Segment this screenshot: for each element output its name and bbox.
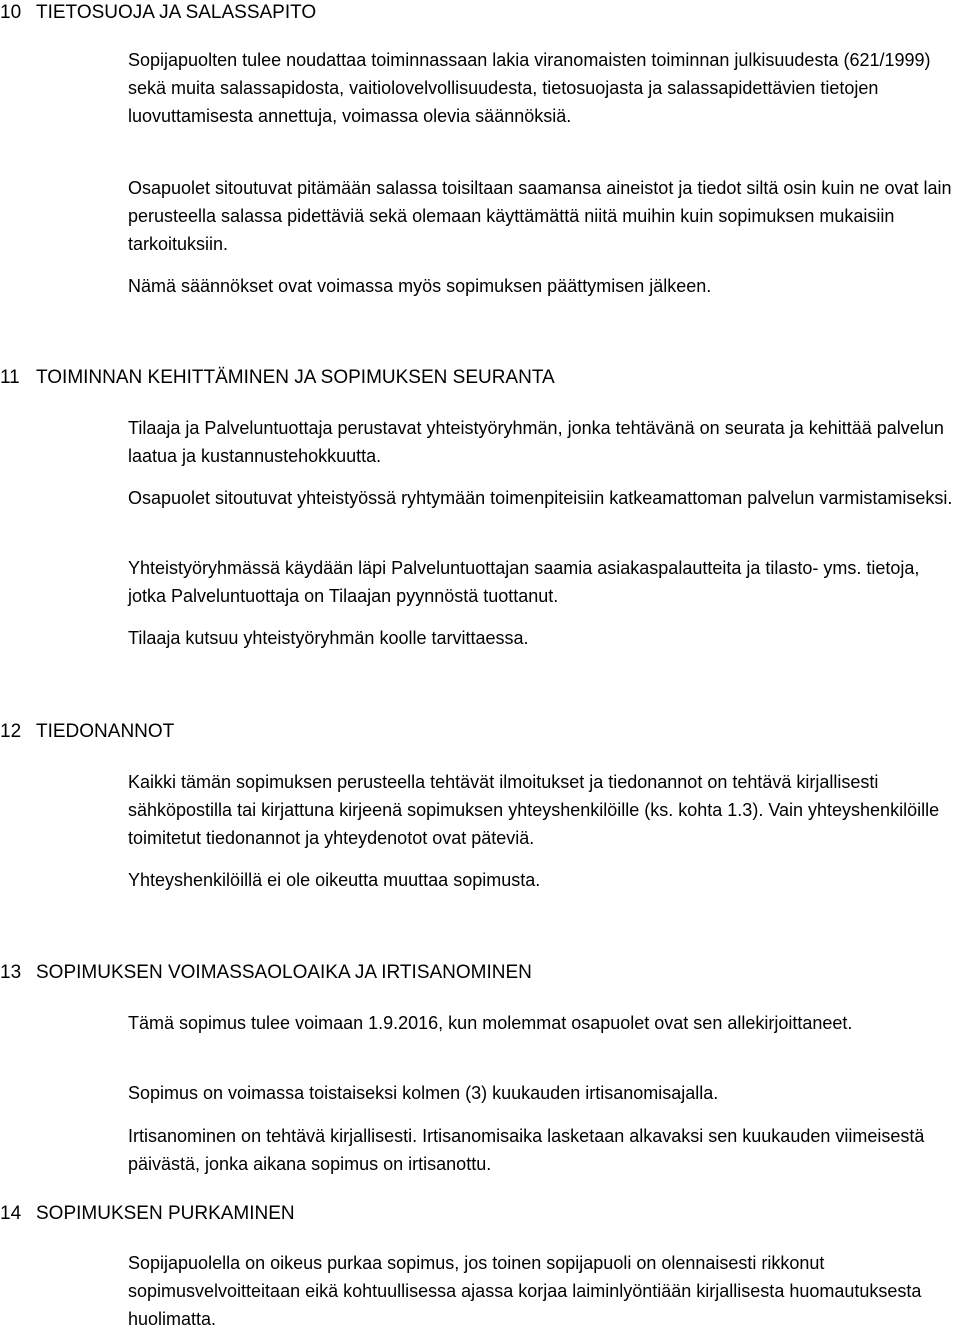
section-11-paragraph-3: Yhteistyöryhmässä käydään läpi Palveluntuottajan saamia asiakaspalautteita ja tilasto- yms. tietoja, jotka Palveluntuottaja on Tilaajan pyynnöstä tuottanut. bbox=[128, 558, 920, 606]
section-10-heading bbox=[0, 1, 316, 25]
section-number: 10 bbox=[0, 2, 22, 23]
section-10-paragraph-3: Nämä säännökset ovat voimassa myös sopimuksen päättymisen jälkeen. bbox=[128, 276, 712, 296]
section-10-paragraph-1: Sopijapuolten tulee noudattaa toiminnassaan lakia viranomaisten toiminnan julkisuudesta (621/1999) sekä muita salassapidosta, vaitiolovelvollisuudesta, tietosuojasta ja salassapidettävien tietojen luovuttamisesta annettuja, voimassa olevia säännöksiä. bbox=[128, 50, 931, 126]
section-13-paragraph-2: Sopimus on voimassa toistaiseksi kolmen (3) kuukauden irtisanomisajalla. bbox=[128, 1083, 719, 1103]
section-12-heading bbox=[0, 720, 174, 744]
section-number: 14 bbox=[0, 1203, 22, 1224]
section-14-paragraph-1: Sopijapuolella on oikeus purkaa sopimus, jos toinen sopijapuoli on olennaisesti rikkonut sopimusvelvoitteitaan eikä kohtuullisessa ajassa korjaa laiminlyöntiään kirjallisesta huomautuksesta huolimatta. bbox=[128, 1253, 922, 1329]
section-number: 13 bbox=[0, 962, 22, 983]
section-title: SOPIMUKSEN VOIMASSAOLOAIKA JA IRTISANOMINEN bbox=[36, 962, 532, 983]
section-13-heading bbox=[0, 961, 532, 985]
section-10-paragraph-2: Osapuolet sitoutuvat pitämään salassa toisiltaan saamansa aineistot ja tiedot siltä osin kuin ne ovat lain perusteella salassa pidettäviä sekä olemaan käyttämättä niitä muihin kuin sopimuksen mukaisiin tarkoituksiin. bbox=[128, 178, 952, 254]
section-title: TOIMINNAN KEHITTÄMINEN JA SOPIMUKSEN SEURANTA bbox=[36, 367, 555, 388]
section-11-paragraph-1: Tilaaja ja Palveluntuottaja perustavat yhteistyöryhmän, jonka tehtävänä on seurata ja kehittää palvelun laatua ja kustannustehokkuutta. bbox=[128, 418, 944, 466]
section-11-heading bbox=[0, 366, 555, 390]
section-number: 12 bbox=[0, 721, 22, 742]
section-title: TIETOSUOJA JA SALASSAPITO bbox=[36, 2, 317, 23]
section-13-paragraph-1: Tämä sopimus tulee voimaan 1.9.2016, kun molemmat osapuolet ovat sen allekirjoittaneet. bbox=[128, 1013, 853, 1033]
section-number: 11 bbox=[0, 367, 20, 388]
section-11-paragraph-4: Tilaaja kutsuu yhteistyöryhmän koolle tarvittaessa. bbox=[128, 628, 529, 648]
section-11-paragraph-2: Osapuolet sitoutuvat yhteistyössä ryhtymään toimenpiteisiin katkeamattoman palvelun varmistamiseksi. bbox=[128, 488, 953, 508]
section-14-heading bbox=[0, 1202, 295, 1226]
section-12-paragraph-2: Yhteyshenkilöillä ei ole oikeutta muuttaa sopimusta. bbox=[128, 870, 541, 890]
section-12-paragraph-1: Kaikki tämän sopimuksen perusteella tehtävät ilmoitukset ja tiedonannot on tehtävä kirjallisesti sähköpostilla tai kirjattuna kirjeenä sopimuksen yhteyshenkilöille (ks. kohta 1.3). Vain yhteyshenkilöille toimitetut tiedonannot ja yhteydenotot ovat päteviä. bbox=[128, 772, 940, 848]
section-title: TIEDONANNOT bbox=[36, 721, 175, 742]
section-title: SOPIMUKSEN PURKAMINEN bbox=[36, 1203, 295, 1224]
section-13-paragraph-3: Irtisanominen on tehtävä kirjallisesti. Irtisanomisaika lasketaan alkavaksi sen kuukauden viimeisestä päivästä, jonka aikana sopimus on irtisanottu. bbox=[128, 1126, 925, 1174]
